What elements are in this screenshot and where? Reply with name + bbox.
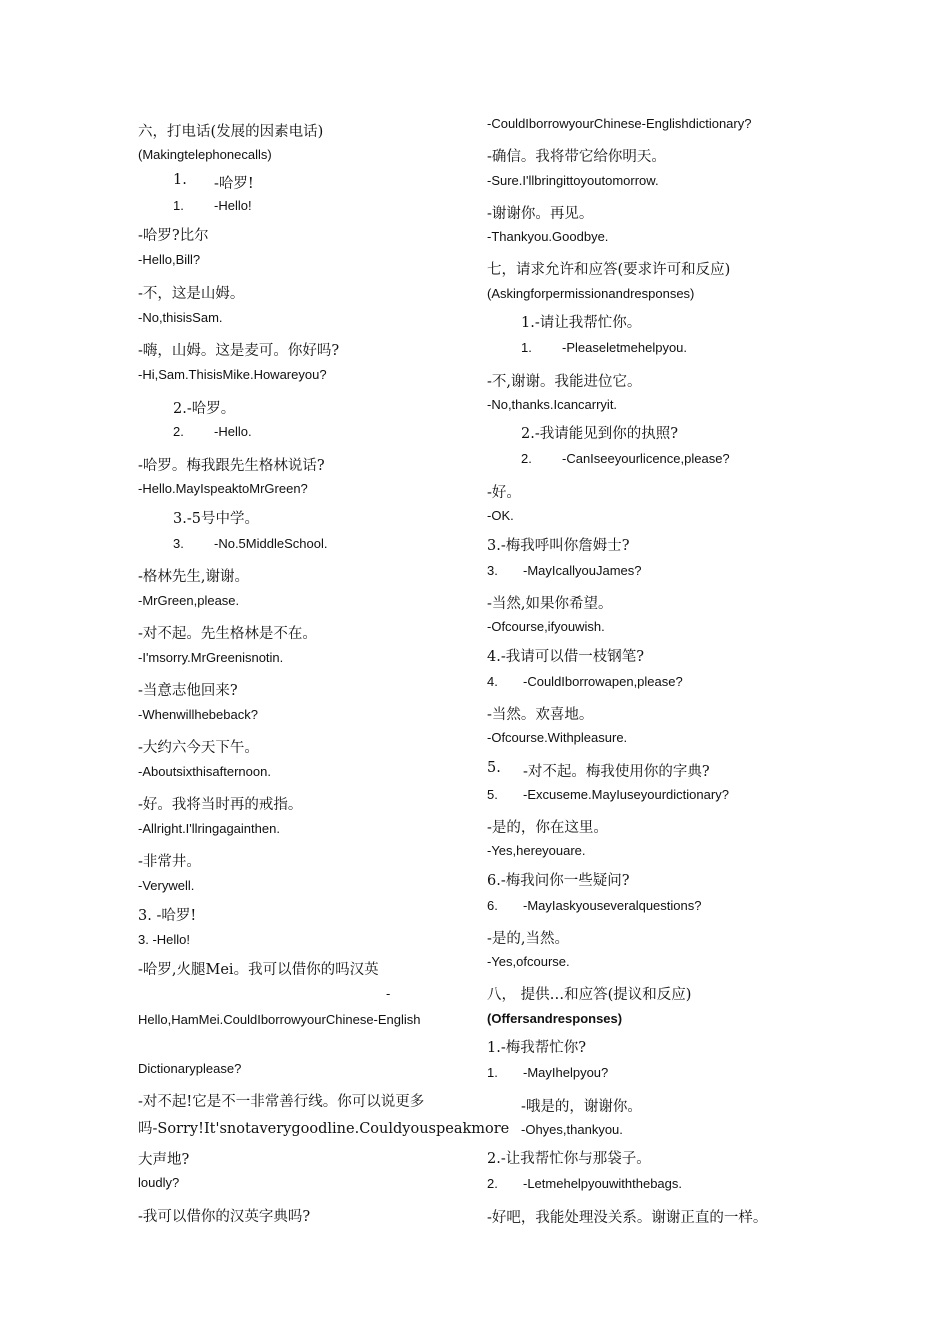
list-number: 1. [173, 198, 184, 213]
text-line: -哈罗! [214, 176, 254, 192]
text-line: -Allright.I'llringagainthen. [138, 821, 280, 836]
text-line: -确信。我将带它给你明天。 [487, 149, 666, 165]
text-line: -是的，你在这里。 [487, 820, 608, 836]
text-line: 2.-哈罗。 [173, 401, 236, 417]
text-line: (Makingtelephonecalls) [138, 147, 272, 162]
list-number: 5. [487, 760, 501, 776]
text-line: -当然,如果你希望。 [487, 596, 613, 612]
text-line: -我可以借你的汉英字典吗? [138, 1209, 311, 1225]
text-line: 4.-我请可以借一枝钢笔? [487, 649, 645, 665]
list-number: 2. [173, 424, 184, 439]
text-line: -Ohyes,thankyou. [521, 1122, 623, 1137]
text-line: -Aboutsixthisafternoon. [138, 764, 271, 779]
list-number: 2. [487, 1176, 498, 1191]
text-line: 大声地? [138, 1152, 190, 1168]
text-line: -嗨，山姆。这是麦可。你好吗? [138, 343, 340, 359]
text-line: -Hi,Sam.ThisisMike.Howareyou? [138, 367, 327, 382]
text-line: -Yes,hereyouare. [487, 843, 586, 858]
text-line: -OK. [487, 508, 514, 523]
text-line: -好。我将当时再的戒指。 [138, 797, 303, 813]
text-line: -Pleaseletmehelpyou. [562, 340, 688, 355]
text-line: -Thankyou.Goodbye. [487, 229, 609, 244]
text-line: -MayIcallyouJames? [523, 563, 642, 578]
text-line: (Askingforpermissionandresponses) [487, 286, 695, 301]
text-line: -Hello! [214, 198, 252, 213]
text-line: -对不起!它是不一非常善行线。你可以说更多 [138, 1094, 425, 1110]
text-line: -哦是的，谢谢你。 [521, 1099, 642, 1115]
text-line: -好吧，我能处理没关系。谢谢正直的一样。 [487, 1210, 768, 1226]
list-number: 2. [521, 451, 532, 466]
text-line: - [386, 986, 391, 1001]
text-line: -非常井。 [138, 854, 201, 870]
text-line: -MayIaskyouseveralquestions? [523, 898, 702, 913]
text-line: -I'msorry.MrGreenisnotin. [138, 650, 284, 665]
list-number: 3. [487, 563, 498, 578]
text-line: 1.-请让我帮忙你。 [521, 315, 642, 331]
text-line: loudly? [138, 1175, 180, 1190]
text-line: -对不起。先生格林是不在。 [138, 626, 317, 642]
text-line: -Hello.MayIspeaktoMrGreen? [138, 481, 308, 496]
text-line: 3. -Hello! [138, 932, 191, 947]
list-number: 6. [487, 898, 498, 913]
text-line: -MrGreen,please. [138, 593, 240, 608]
text-line: -Ofcourse.Withpleasure. [487, 730, 628, 745]
text-line: Hello,HamMei.CouldIborrowyourChinese-English [138, 1012, 421, 1027]
text-line: -CanIseeyourlicence,please? [562, 451, 730, 466]
list-number: 5. [487, 787, 498, 802]
text-line: 八， 提供…和应答(提议和反应) [487, 987, 692, 1003]
list-number: 1. [487, 1065, 498, 1080]
text-line: 七，请求允许和应答(要求许可和反应) [487, 262, 731, 278]
text-line: -当意志他回来? [138, 683, 238, 699]
text-line: -No,thanks.Icancarryit. [487, 397, 618, 412]
text-line: -是的,当然。 [487, 931, 570, 947]
text-line: -格林先生,谢谢。 [138, 569, 250, 585]
text-line: 六，打电话(发展的因素电话) [138, 124, 324, 140]
text-line: -哈罗。梅我跟先生格林说话? [138, 458, 325, 474]
text-line: -Hello. [214, 424, 252, 439]
text-line: -当然。欢喜地。 [487, 707, 594, 723]
text-line: Dictionaryplease? [138, 1061, 242, 1076]
text-line: -Excuseme.MayIuseyourdictionary? [523, 787, 729, 802]
text-line: -Ofcourse,ifyouwish. [487, 619, 605, 634]
text-line: -Whenwillhebeback? [138, 707, 258, 722]
text-line: -Yes,ofcourse. [487, 954, 570, 969]
text-line: -对不起。梅我使用你的字典? [523, 764, 710, 780]
text-line: -不，这是山姆。 [138, 286, 245, 302]
text-line: -哈罗?比尔 [138, 228, 209, 244]
text-line: -No,thisisSam. [138, 310, 223, 325]
text-line: -CouldIborrowyourChinese-Englishdictionary? [487, 116, 752, 131]
text-line: -CouldIborrowapen,please? [523, 674, 683, 689]
text-line: 2.-让我帮忙你与那袋子。 [487, 1151, 651, 1167]
text-line: -No.5MiddleSchool. [214, 536, 328, 551]
text-line: 吗-Sorry!It'snotaverygoodline.Couldyouspeakmore [138, 1121, 510, 1137]
text-line: -好。 [487, 485, 521, 501]
list-number: 1. [173, 172, 187, 188]
text-line: -大约六今天下午。 [138, 740, 259, 756]
text-line: -MayIhelpyou? [523, 1065, 609, 1080]
text-line: 6.-梅我问你一些疑问? [487, 873, 630, 889]
list-number: 1. [521, 340, 532, 355]
text-line: -Verywell. [138, 878, 195, 893]
text-line: 3.-5号中学。 [173, 511, 259, 527]
text-line: -Sure.I'llbringittoyoutomorrow. [487, 173, 659, 188]
text-line: 2.-我请能见到你的执照? [521, 426, 679, 442]
text-line: 3.-梅我呼叫你詹姆士? [487, 538, 630, 554]
text-line: 1.-梅我帮忙你? [487, 1040, 587, 1056]
text-line: -不,谢谢。我能进位它。 [487, 374, 642, 390]
text-line: 3. -哈罗! [138, 908, 197, 924]
text-line: (Offersandresponses) [487, 1011, 623, 1026]
text-line: -哈罗,火腿Mei。我可以借你的吗汉英 [138, 962, 379, 978]
list-number: 4. [487, 674, 498, 689]
text-line: -Letmehelpyouwiththebags. [523, 1176, 682, 1191]
list-number: 3. [173, 536, 184, 551]
text-line: -Hello,Bill? [138, 252, 201, 267]
text-line: -谢谢你。再见。 [487, 206, 594, 222]
